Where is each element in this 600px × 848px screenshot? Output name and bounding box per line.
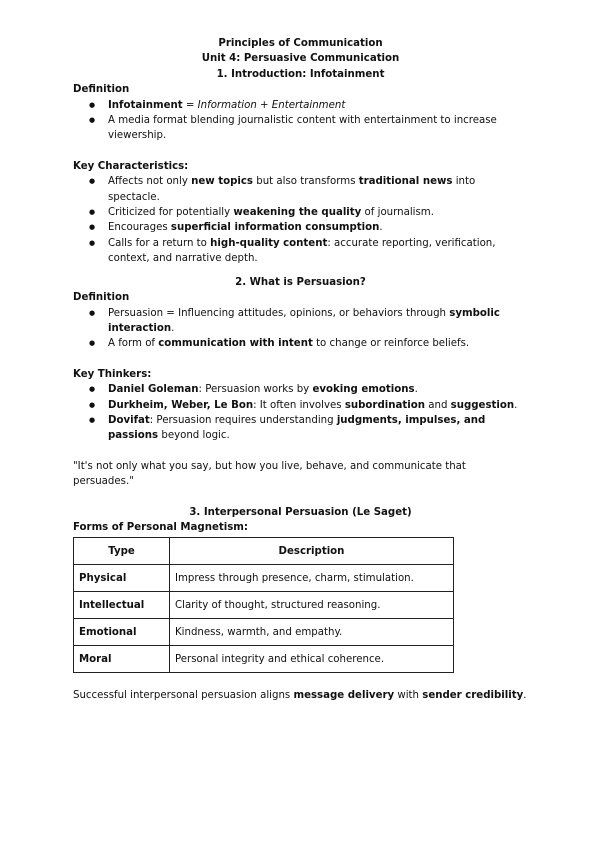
list-item: ● Daniel Goleman: Persuasion works by evoking emotions. (108, 382, 528, 397)
list-item: ● Persuasion = Influencing attitudes, opinions, or behaviors through symbolic interaction. (108, 306, 528, 337)
list-item: ● Durkheim, Weber, Le Bon: It often involves subordination and suggestion. (108, 398, 528, 413)
definition-label: Definition (73, 292, 130, 304)
definition-label: Definition (73, 84, 130, 96)
list-item: ● Dovifat: Persuasion requires understanding judgments, impulses, and passions beyond logic. (108, 413, 528, 444)
section-3-heading: 3. Interpersonal Persuasion (Le Saget) (189, 506, 412, 518)
key-thinkers-label: Key Thinkers: (73, 368, 152, 380)
key-thinkers-list (73, 382, 528, 444)
column-header-type: Type (74, 538, 170, 565)
forms-label: Forms of Personal Magnetism: (73, 521, 248, 533)
list-item: ● Criticized for potentially weakening the quality of journalism. (108, 205, 528, 220)
document-page (73, 36, 528, 704)
table-row: Intellectual Clarity of thought, structured reasoning. (74, 592, 454, 619)
quote: "It's not only what you say, but how you live, behave, and communicate that persuades." (73, 460, 466, 488)
definition-list (73, 98, 528, 144)
persuasion-definition-list (73, 306, 528, 352)
key-characteristics-list (73, 174, 528, 266)
section-1-heading: 1. Introduction: Infotainment (216, 68, 385, 80)
list-item: ● Calls for a return to high-quality content: accurate reporting, verification, context, and narrative depth. (108, 236, 528, 267)
column-header-description: Description (170, 538, 454, 565)
table-row: Physical Impress through presence, charm, stimulation. (74, 565, 454, 592)
list-item: ● A form of communication with intent to change or reinforce beliefs. (108, 336, 528, 351)
list-item: ● Infotainment = Information + Entertainment (108, 98, 528, 113)
magnetism-table (73, 537, 454, 673)
unit-title: Unit 4: Persuasive Communication (201, 53, 400, 65)
table-header-row (74, 538, 454, 565)
key-characteristics-label: Key Characteristics: (73, 160, 189, 172)
table-row: Emotional Kindness, warmth, and empathy. (74, 619, 454, 646)
section-2-heading: 2. What is Persuasion? (235, 276, 366, 288)
list-item: ● Encourages superficial information consumption. (108, 220, 528, 235)
list-item: ● A media format blending journalistic content with entertainment to increase viewership. (108, 113, 528, 144)
table-row: Moral Personal integrity and ethical coherence. (74, 646, 454, 673)
list-item: ● Affects not only new topics but also transforms traditional news into spectacle. (108, 174, 528, 205)
course-title: Principles of Communication (218, 38, 383, 49)
closing-paragraph: Successful interpersonal persuasion aligns message delivery with sender credibility. (73, 690, 527, 702)
